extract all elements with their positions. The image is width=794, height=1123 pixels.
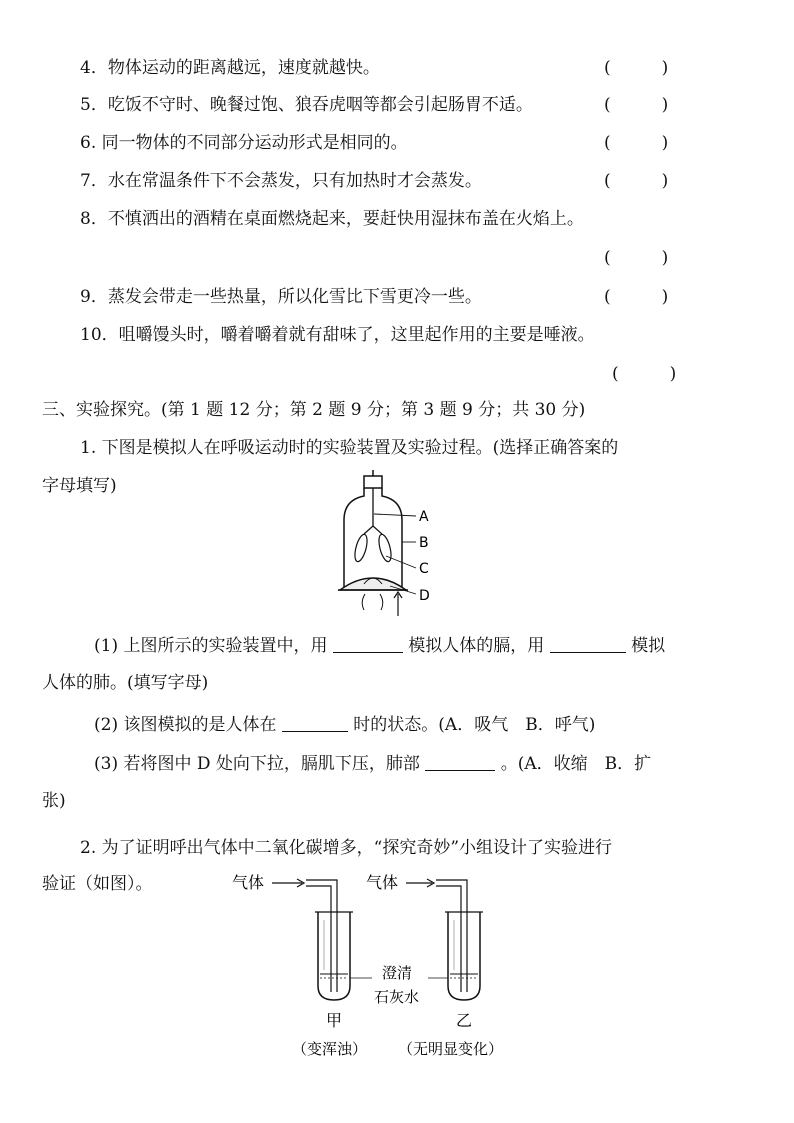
tube-label-jia: 甲 xyxy=(326,1011,343,1030)
judgement-item-7: 7．水在常温条件下不会蒸发，只有加热时才会蒸发。 xyxy=(80,171,482,191)
label-a: A xyxy=(419,509,429,525)
judgement-item-9: 9．蒸发会带走一些热量，所以化雪比下雪更冷一些。 xyxy=(80,287,482,307)
q1-sub1-line1 xyxy=(94,634,665,658)
q1-sub1-line2: 人体的肺。(填写字母) xyxy=(42,673,209,693)
judgement-item-5: 5．吃饭不守时、晚餐过饱、狼吞虎咽等都会引起肠胃不适。 xyxy=(80,95,533,115)
q1-sub3 xyxy=(94,752,651,776)
blank-lung[interactable] xyxy=(550,634,626,653)
limewater-label-1: 澄清 xyxy=(382,964,413,982)
answer-paren-9[interactable]: ( ) xyxy=(604,287,669,307)
q2-stem-line2: 验证（如图）。 xyxy=(42,874,153,894)
delivery-tube-right xyxy=(436,880,467,992)
label-b: B xyxy=(419,535,429,551)
section-title: 三、实验探究。(第 1 题 12 分；第 2 题 9 分；第 3 题 9 分；共 30 分) xyxy=(42,400,586,420)
answer-paren-7[interactable]: ( ) xyxy=(604,171,669,191)
q1-sub3-text-a: (3) 若将图中 D 处向下拉，膈肌下压，肺部 xyxy=(94,754,420,774)
q1-sub2-text-a: (2) 该图模拟的是人体在 xyxy=(94,715,277,735)
q1-sub1-text-c: 模拟 xyxy=(631,636,666,656)
bell-jar-diagram xyxy=(330,470,450,618)
q1-sub2 xyxy=(94,713,595,737)
judgement-item-8: 8．不慎洒出的酒精在桌面燃烧起来，要赶快用湿抹布盖在火焰上。 xyxy=(80,209,584,229)
blank-diaphragm[interactable] xyxy=(333,634,403,653)
judgement-item-4: 4．物体运动的距离越远，速度就越快。 xyxy=(80,58,380,78)
balloon-left xyxy=(353,533,370,563)
q1-sub1-text-b: 模拟人体的膈，用 xyxy=(408,636,545,656)
gas-label-right: 气体 xyxy=(366,873,399,892)
delivery-tube-left xyxy=(306,880,337,992)
label-d: D xyxy=(419,588,430,604)
q1-sub3-line2: 张) xyxy=(42,791,66,811)
answer-paren-6[interactable]: ( ) xyxy=(604,133,669,153)
answer-paren-5[interactable]: ( ) xyxy=(604,95,669,115)
result-left: （变浑浊） xyxy=(292,1040,368,1058)
answer-paren-10[interactable]: ( ) xyxy=(612,364,677,384)
label-c: C xyxy=(419,561,429,577)
q1-sub3-text-b: 。(A．收缩 B．扩 xyxy=(500,754,652,774)
blank-lung-change[interactable] xyxy=(425,752,495,771)
result-right: （无明显变化） xyxy=(398,1040,504,1058)
stopper xyxy=(364,476,382,488)
q2-stem-line1: 2. 为了证明呼出气体中二氧化碳增多，“探究奇妙”小组设计了实验进行 xyxy=(80,838,613,858)
q1-sub2-text-b: 时的状态。(A．吸气 B．呼气) xyxy=(353,715,596,735)
test-tube-right xyxy=(448,912,480,1000)
judgement-item-10: 10．咀嚼馒头时，嚼着嚼着就有甜味了，这里起作用的主要是唾液。 xyxy=(80,325,595,345)
q1-stem-line1: 1. 下图是模拟人在呼吸运动时的实验装置及实验过程。(选择正确答案的 xyxy=(80,438,619,458)
q1-stem-line2: 字母填写) xyxy=(42,476,117,496)
answer-paren-8[interactable]: ( ) xyxy=(604,248,669,268)
answer-paren-4[interactable]: ( ) xyxy=(604,58,669,78)
blank-state[interactable] xyxy=(282,713,348,732)
gas-label-left: 气体 xyxy=(232,873,265,892)
test-tube-diagram xyxy=(232,866,532,1062)
tube-label-yi: 乙 xyxy=(456,1011,473,1030)
test-tube-left xyxy=(318,912,350,1000)
limewater-label-2: 石灰水 xyxy=(374,988,420,1006)
q1-sub1-text-a: (1) 上图所示的实验装置中，用 xyxy=(94,636,328,656)
judgement-item-6: 6. 同一物体的不同部分运动形式是相同的。 xyxy=(80,133,408,153)
